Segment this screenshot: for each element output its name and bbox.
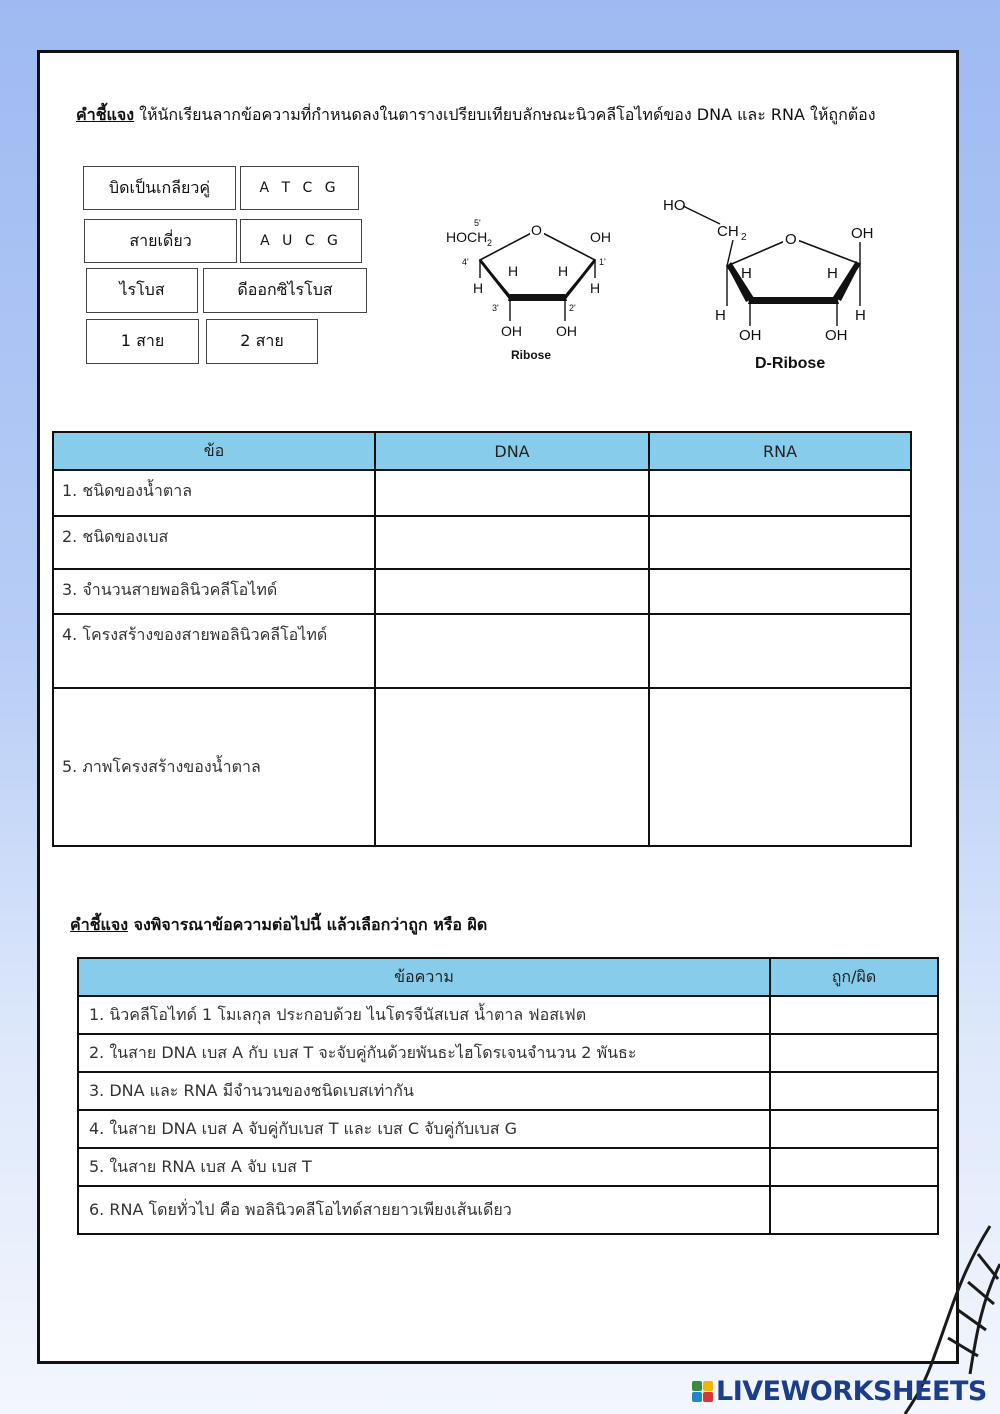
- svg-text:H: H: [827, 265, 838, 282]
- svg-text:4': 4': [462, 257, 469, 267]
- dna-base-drop-zone[interactable]: [375, 516, 649, 569]
- table-row: [53, 470, 911, 516]
- chip-one-strand[interactable]: 1 สาย: [86, 319, 199, 364]
- svg-text:H: H: [590, 280, 601, 296]
- table-row: [78, 1072, 938, 1110]
- answer-select-2[interactable]: [770, 1034, 938, 1072]
- svg-text:OH: OH: [739, 327, 762, 344]
- comparison-table: [52, 431, 912, 847]
- svg-text:H: H: [473, 280, 484, 296]
- header-rna: RNA: [649, 432, 911, 470]
- instruction-drag: [76, 103, 876, 128]
- chip-single-strand[interactable]: สายเดี่ยว: [84, 219, 237, 263]
- worksheet-page: [37, 50, 959, 1364]
- table-row: [78, 1110, 938, 1148]
- badge-tile: [703, 1392, 713, 1402]
- statement-text: 1. นิวคลีโอไทด์ 1 โมเลกุล ประกอบด้วย ไนโตรจีนัสเบส น้ำตาล ฟอสเฟต: [78, 996, 770, 1034]
- svg-text:OH: OH: [825, 327, 848, 344]
- row-label: 3. จำนวนสายพอลินิวคลีโอไทด์: [53, 569, 375, 614]
- instruction-text: ให้นักเรียนลากข้อความที่กำหนดลงในตารางเปรียบเทียบลักษณะนิวคลีโอไทด์ของ DNA และ RNA ให้ถูกต้อง: [134, 105, 876, 124]
- svg-text:OH: OH: [501, 323, 522, 339]
- row-label: 4. โครงสร้างของสายพอลินิวคลีโอไทด์: [53, 614, 375, 688]
- row-label: 5. ภาพโครงสร้างของน้ำตาล: [53, 688, 375, 846]
- table-row: [78, 1186, 938, 1234]
- row-label: 1. ชนิดของน้ำตาล: [53, 470, 375, 516]
- d-ribose-structure-image[interactable]: [655, 188, 895, 373]
- table-row: [53, 688, 911, 846]
- statement-text: 3. DNA และ RNA มีจำนวนของชนิดเบสเท่ากัน: [78, 1072, 770, 1110]
- rna-strand-count-drop-zone[interactable]: [649, 569, 911, 614]
- logo-text: LIVEWORKSHEETS: [716, 1376, 987, 1407]
- dna-structure-drop-zone[interactable]: [375, 614, 649, 688]
- svg-text:2: 2: [741, 232, 747, 243]
- table-row: [78, 1148, 938, 1186]
- logo-badge-icon: [692, 1381, 713, 1402]
- header-item: ข้อ: [53, 432, 375, 470]
- chip-ribose[interactable]: ไรโบส: [86, 268, 198, 313]
- answer-select-3[interactable]: [770, 1072, 938, 1110]
- d-ribose-caption: D-Ribose: [755, 355, 826, 372]
- chip-two-strands[interactable]: 2 สาย: [206, 319, 318, 364]
- svg-text:OH: OH: [556, 323, 577, 339]
- ribose-structure-image[interactable]: [440, 208, 630, 368]
- svg-text:H: H: [855, 307, 866, 324]
- rna-structure-drop-zone[interactable]: [649, 614, 911, 688]
- instruction-true-false: [70, 913, 487, 938]
- badge-tile: [692, 1381, 702, 1391]
- header-statement: ข้อความ: [78, 958, 770, 996]
- dna-strand-count-drop-zone[interactable]: [375, 569, 649, 614]
- dna-sugar-image-drop-zone[interactable]: [375, 688, 649, 846]
- table-row: [78, 996, 938, 1034]
- rna-sugar-image-drop-zone[interactable]: [649, 688, 911, 846]
- svg-text:CH: CH: [717, 223, 739, 240]
- statement-text: 5. ในสาย RNA เบส A จับ เบส T: [78, 1148, 770, 1186]
- table-row: [53, 516, 911, 569]
- svg-text:2: 2: [487, 238, 493, 248]
- instruction-label: คำชี้แจง: [76, 105, 135, 124]
- statement-text: 2. ในสาย DNA เบส A กับ เบส T จะจับคู่กันด้วยพันธะไฮโดรเจนจำนวน 2 พันธะ: [78, 1034, 770, 1072]
- svg-text:HO: HO: [663, 197, 686, 214]
- row-label: 2. ชนิดของเบส: [53, 516, 375, 569]
- header-dna: DNA: [375, 432, 649, 470]
- svg-text:H: H: [715, 307, 726, 324]
- rna-sugar-drop-zone[interactable]: [649, 470, 911, 516]
- header-true-false: ถูก/ผิด: [770, 958, 938, 996]
- svg-text:1': 1': [599, 257, 606, 267]
- svg-text:O: O: [785, 231, 797, 248]
- svg-text:HOCH: HOCH: [446, 229, 488, 245]
- instruction-label: คำชี้แจง: [70, 915, 129, 934]
- rna-base-drop-zone[interactable]: [649, 516, 911, 569]
- ribose-caption: Ribose: [511, 348, 552, 362]
- svg-text:H: H: [508, 263, 519, 279]
- chip-atcg[interactable]: A T C G: [240, 166, 359, 210]
- answer-select-4[interactable]: [770, 1110, 938, 1148]
- instruction-text: จงพิจารณาข้อความต่อไปนี้ แล้วเลือกว่าถูก หรือ ผิด: [128, 915, 488, 934]
- svg-text:H: H: [558, 263, 569, 279]
- statement-text: 6. RNA โดยทั่วไป คือ พอลินิวคลีโอไทด์สายยาวเพียงเส้นเดียว: [78, 1186, 770, 1234]
- table-row: [53, 569, 911, 614]
- statement-text: 4. ในสาย DNA เบส A จับคู่กับเบส T และ เบส C จับคู่กับเบส G: [78, 1110, 770, 1148]
- svg-text:2': 2': [569, 303, 576, 313]
- table-row: [53, 614, 911, 688]
- answer-select-1[interactable]: [770, 996, 938, 1034]
- svg-text:5': 5': [474, 218, 481, 228]
- table-row: [78, 1034, 938, 1072]
- chip-double-helix[interactable]: บิดเป็นเกลียวคู่: [83, 166, 236, 210]
- svg-text:O: O: [531, 222, 542, 238]
- svg-text:3': 3': [492, 303, 499, 313]
- answer-select-5[interactable]: [770, 1148, 938, 1186]
- badge-tile: [703, 1381, 713, 1391]
- badge-tile: [692, 1392, 702, 1402]
- dna-sugar-drop-zone[interactable]: [375, 470, 649, 516]
- comparison-header-row: [53, 432, 911, 470]
- liveworksheets-logo: [692, 1376, 987, 1407]
- svg-text:OH: OH: [851, 225, 874, 242]
- chip-aucg[interactable]: A U C G: [240, 219, 362, 263]
- svg-text:OH: OH: [590, 229, 611, 245]
- chip-deoxyribose[interactable]: ดีออกซิไรโบส: [203, 268, 367, 313]
- true-false-header-row: [78, 958, 938, 996]
- true-false-table: [77, 957, 939, 1235]
- svg-text:H: H: [741, 265, 752, 282]
